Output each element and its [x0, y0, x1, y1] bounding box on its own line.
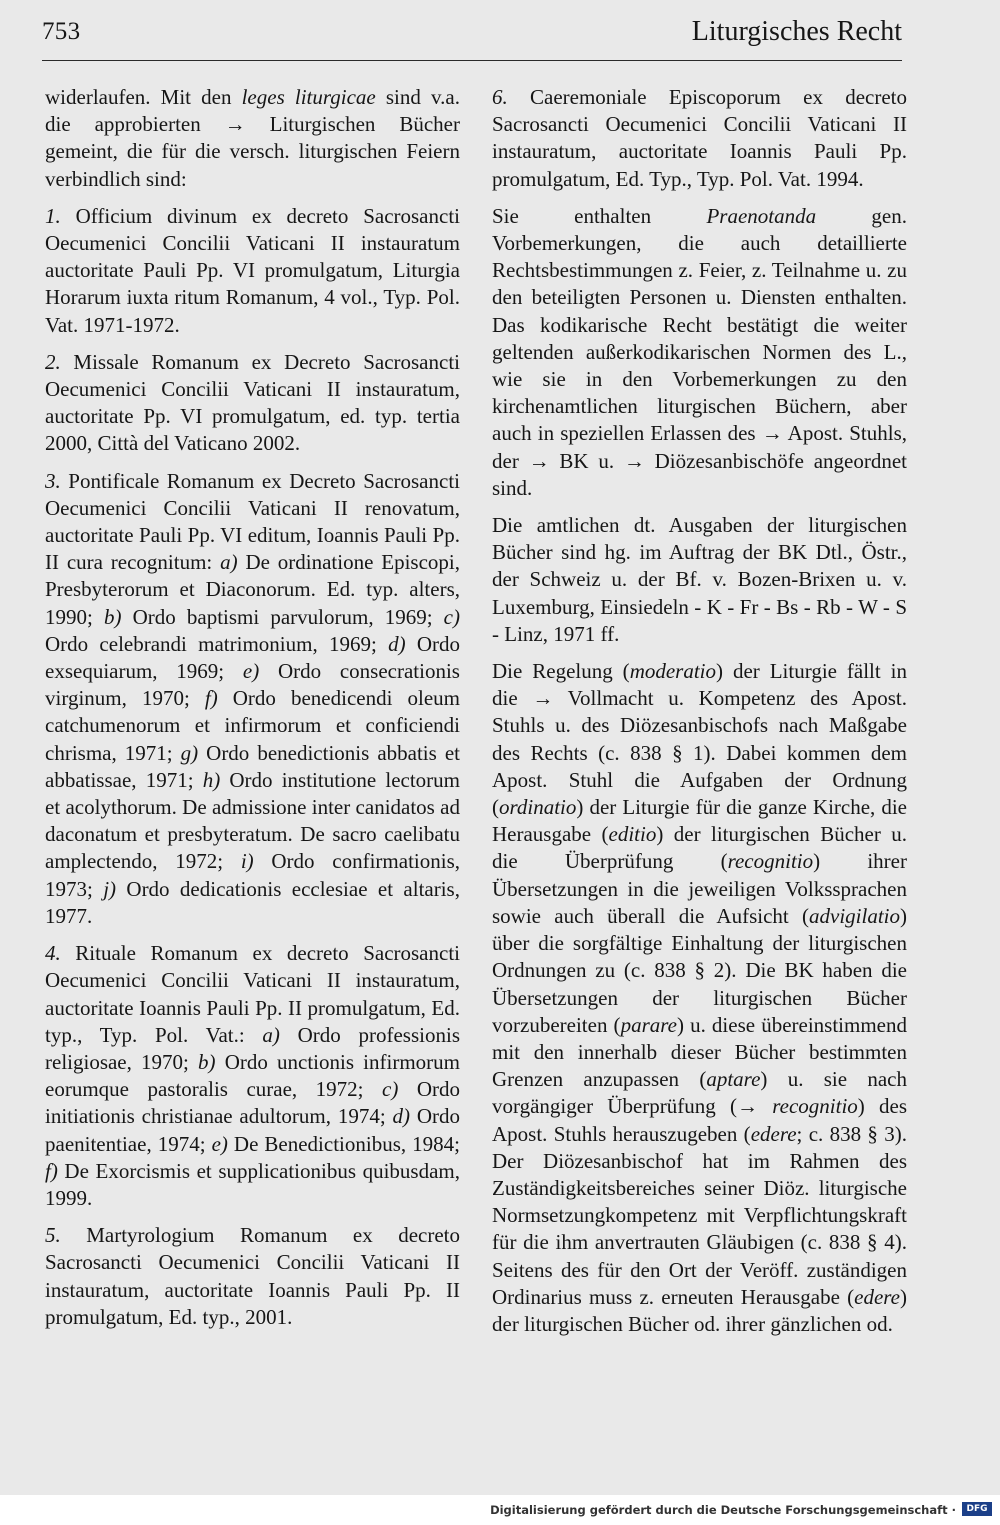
list-item-5: 5. Martyrologium Romanum ex decreto Sacrosancti Oecumenici Concilii Vaticani II instauratum, auctoritate Ioannis Pauli Pp. II promulgatum, Ed. typ., 2001. [45, 1223, 460, 1329]
right-column [492, 84, 907, 1348]
list-item-2: 2. Missale Romanum ex Decreto Sacrosancti Oecumenici Concilii Vaticani II instauratum, auctoritate Pp. VI promulgatum, ed. typ. tertia 2000, Città del Vaticano 2002. [45, 349, 460, 456]
paragraph-german-editions: Die amtlichen dt. Ausgaben der liturgischen Bücher sind hg. im Auftrag der BK Dtl., Östr., der Schweiz u. der Bf. v. Bozen-Brixen u. v. Luxemburg, Einsiedeln - K - Fr - Bs - Rb - W - S - Linz, 1971 ff. [492, 513, 907, 646]
paragraph-regelung: Die Regelung (moderatio) der Liturgie fällt in die → Vollmacht u. Kompetenz des Apost. Stuhls u. des Diözesanbischofs nach Maßgabe des Rechts (c. 838 § 1). Dabei kommen dem Apost. Stuhl die Aufgaben der Ordnung (ordinatio) der Liturgie für die ganze Kirche, die Herausgabe (editio) der liturgischen Bücher u. die Überprüfung (recognitio) ihrer Übersetzungen in die jeweiligen Volkssprachen sowie auch überall die Aufsicht (advigilatio) über die sorgfältige Einhaltung der liturgischen Ordnungen zu (c. 838 § 2). Die BK haben die Übersetzungen der liturgischen Bücher vorzubereiten (parare) u. diese übereinstimmend mit den innerhalb dieser Bücher bestimmten Grenzen anzupassen (aptare) u. sie nach vorgängiger Überprüfung (→ recognitio) des Apost. Stuhls herauszugeben (edere; c. 838 § 3). Der Diözesanbischof hat im Rahmen des Zuständigkeitsbereiches seiner Diöz. liturgische Normsetzungkompetenz mit Verpflichtungskraft für die ihm anvertrauten Gläubigen (c. 838 § 4). Seitens des für den Ort der Veröff. zuständigen Ordinarius muss z. erneuten Herausgabe (edere) der liturgischen Bücher od. ihrer gänzlichen od. [492, 659, 908, 1336]
list-item-3: 3. Pontificale Romanum ex Decreto Sacrosancti Oecumenici Concilii Vaticani II renovatum, auctoritate Pauli Pp. VI editum, Ioannis Pauli Pp. II cura recognitum: a) De ordinatione Episcopi, Presbyterorum et Diaconorum. Ed. typ. alters, 1990; b) Ordo baptismi parvulorum, 1969; c) Ordo celebrandi matrimonium, 1969; d) Ordo exsequiarum, 1969; e) Ordo consecrationis virginum, 1970; f) Ordo benedicendi oleum catchumenorum et infirmorum et conficiendi chrisma, 1971; g) Ordo benedictionis abbatis et abbatissae, 1971; h) Ordo institutione lectorum et acolythorum. De admissione inter canidatos ad daconatum et presbyteratum. De sacro caelibatu amplectendo, 1972; i) Ordo confirmationis, 1973; j) Ordo dedicationis ecclesiae et altaris, 1977. [45, 468, 461, 928]
digitization-footer [0, 1495, 1000, 1525]
intro-paragraph: widerlaufen. Mit den leges liturgicae sind v.a. die approbierten → Liturgischen Bücher gemeint, die für die versch. liturgischen Feiern verbindlich sind: [45, 85, 460, 191]
list-item-4: 4. Rituale Romanum ex decreto Sacrosancti Oecumenici Concilii Vaticani II instauratum, auctoritate Ioannis Pauli Pp. II promulgatum, Ed. typ., Typ. Pol. Vat.: a) Ordo professionis religiosae, 1970; b) Ordo unctionis infirmorum eorumque pastoralis curae, 1972; c) Ordo initiationis christianae adultorum, 1974; d) Ordo paenitentiae, 1974; e) De Benedictionibus, 1984; f) De Exorcismis et supplicationibus quibusdam, 1999. [45, 941, 460, 1210]
list-item-6: 6. Caeremoniale Episcoporum ex decreto Sacrosancti Oecumenici Concilii Vaticani II instauratum, auctoritate Ioannis Pauli Pp. promulgatum, Ed. Typ., Typ. Pol. Vat. 1994. [492, 85, 907, 191]
dfg-logo-icon: DFG [962, 1502, 992, 1516]
paragraph-praenotanda: Sie enthalten Praenotanda gen. Vorbemerkungen, die auch detaillierte Rechtsbestimmungen z. Feier, z. Teilnahme u. zu den beteiligten Personen u. Diensten enthalten. Das kodikarische Recht bestätigt die weiter geltenden außerkodikarischen Normen des L., wie sie in den Vorbemerkungen zu den kirchenamtlichen liturgischen Büchern, aber auch in speziellen Erlassen des → Apost. Stuhls, der → BK u. → Diözesanbischöfe angeordnet sind. [492, 203, 907, 500]
funding-credit: Digitalisierung gefördert durch die Deutsche Forschungsgemeinschaft · [490, 1503, 956, 1517]
header-rule [42, 60, 902, 61]
list-item-1: 1. Officium divinum ex decreto Sacrosancti Oecumenici Concilii Vaticani II instauratum auctoritate Pauli Pp. VI promulgatum, Liturgia Horarum iuxta ritum Romanum, 4 vol., Typ. Pol. Vat. 1971-1972. [45, 203, 460, 337]
running-title: Liturgisches Recht [691, 16, 902, 47]
left-column [45, 84, 460, 1341]
page-number: 753 [42, 18, 81, 45]
